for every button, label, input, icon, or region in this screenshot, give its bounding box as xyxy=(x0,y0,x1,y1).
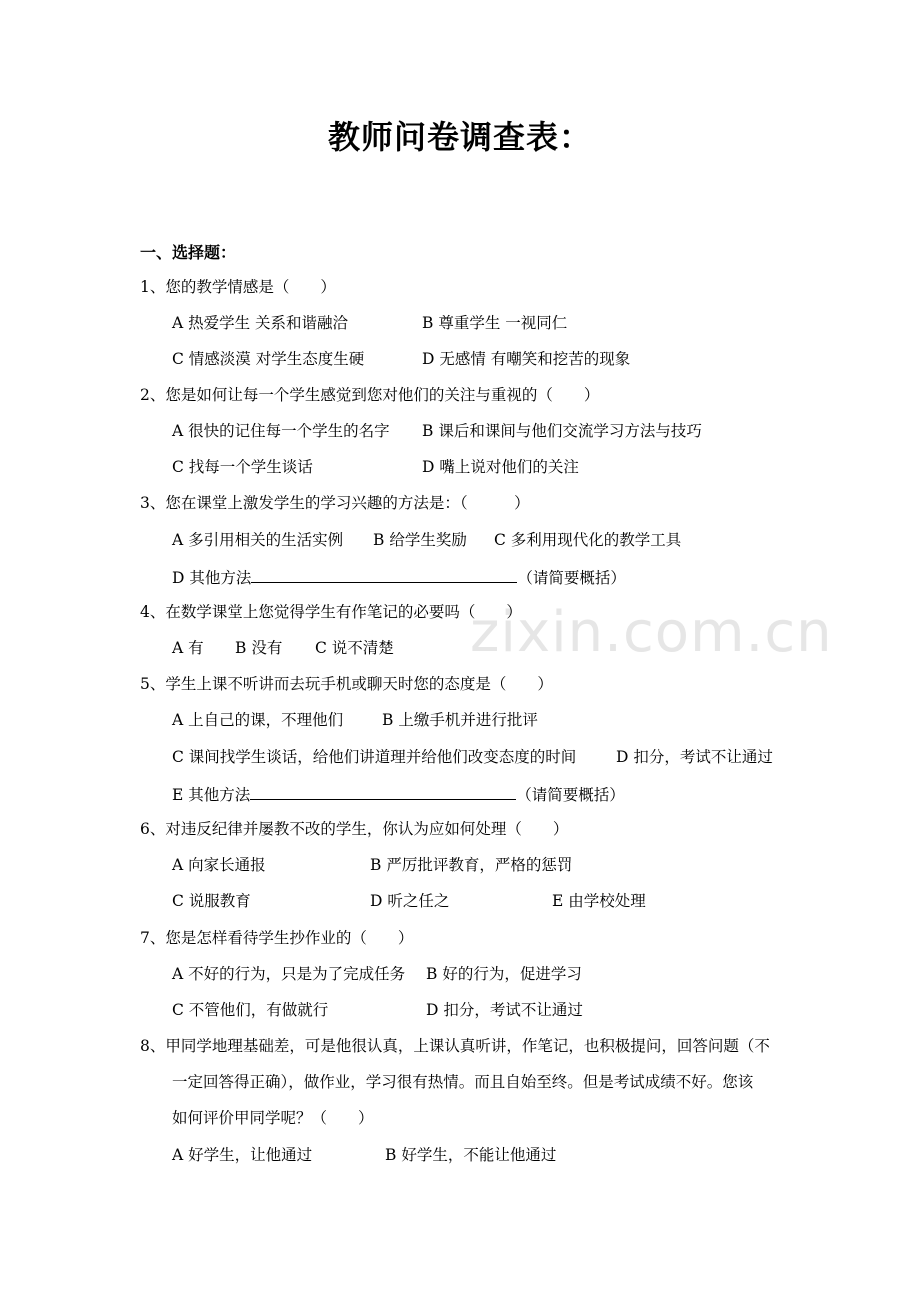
question-8-line-2: 一定回答得正确），做作业，学习很有热情。而且自始至终。但是考试成绩不好。您该 xyxy=(172,1073,754,1091)
watermark-text: zixin.com.cn xyxy=(470,600,833,665)
q5-option-e-hint: （请简要概括） xyxy=(516,786,625,804)
q3-option-c: C 多利用现代化的教学工具 xyxy=(494,531,682,549)
question-8-line-1: 8、甲同学地理基础差，可是他很认真，上课认真听讲，作笔记，也积极提问，回答问题（不 xyxy=(140,1037,770,1055)
q7-option-a: A 不好的行为，只是为了完成任务 xyxy=(172,965,406,983)
page-title: 教师问卷调查表： xyxy=(327,118,592,156)
q8-option-a: A 好学生，让他通过 xyxy=(172,1146,313,1164)
question-5: 5、学生上课不听讲而去玩手机或聊天时您的态度是（ ） xyxy=(140,675,553,693)
q7-option-c: C 不管他们，有做就行 xyxy=(172,1001,329,1019)
q3-option-b: B 给学生奖励 xyxy=(373,531,467,549)
q1-option-a: A 热爱学生 关系和谐融洽 xyxy=(172,314,349,332)
question-6: 6、对违反纪律并屡教不改的学生，你认为应如何处理（ ） xyxy=(140,820,569,838)
q1-option-b: B 尊重学生 一视同仁 xyxy=(422,314,568,332)
q6-option-c: C 说服教育 xyxy=(172,892,251,910)
q2-option-d: D 嘴上说对他们的关注 xyxy=(422,458,579,476)
q5-option-d: D 扣分，考试不让通过 xyxy=(616,748,773,766)
q5-answer-blank[interactable] xyxy=(250,783,516,800)
q8-option-b: B 好学生，不能让他通过 xyxy=(385,1146,557,1164)
q7-option-d: D 扣分，考试不让通过 xyxy=(426,1001,583,1019)
question-2: 2、您是如何让每一个学生感觉到您对他们的关注与重视的（ ） xyxy=(140,386,600,404)
q4-option-a: A 有 xyxy=(172,639,204,657)
q4-option-c: C 说不清楚 xyxy=(315,639,394,657)
q6-option-a: A 向家长通报 xyxy=(172,856,266,874)
q7-option-b: B 好的行为，促进学习 xyxy=(426,965,582,983)
q2-option-b: B 课后和课间与他们交流学习方法与技巧 xyxy=(422,422,702,440)
q5-option-b: B 上缴手机并进行批评 xyxy=(382,711,538,729)
section-heading: 一、选择题： xyxy=(140,243,237,262)
q5-option-c: C 课间找学生谈话，给他们讲道理并给他们改变态度的时间 xyxy=(172,748,577,766)
q2-option-a: A 很快的记住每一个学生的名字 xyxy=(172,422,390,440)
q3-answer-blank[interactable] xyxy=(251,566,517,583)
q3-option-d-label: D 其他方法 xyxy=(172,569,252,587)
q5-option-e xyxy=(172,783,625,805)
q1-option-d: D 无感情 有嘲笑和挖苦的现象 xyxy=(422,350,631,368)
q3-option-a: A 多引用相关的生活实例 xyxy=(172,531,344,549)
q5-option-a: A 上自己的课，不理他们 xyxy=(172,711,344,729)
question-4: 4、在数学课堂上您觉得学生有作笔记的必要吗（ ） xyxy=(140,603,522,621)
q1-option-c: C 情感淡漠 对学生态度生硬 xyxy=(172,350,365,368)
q4-option-b: B 没有 xyxy=(235,639,283,657)
q6-option-b: B 严厉批评教育，严格的惩罚 xyxy=(370,856,573,874)
q6-option-d: D 听之任之 xyxy=(370,892,450,910)
question-1: 1、您的教学情感是（ ） xyxy=(140,278,336,296)
question-8-line-3: 如何评价甲同学呢？（ ） xyxy=(172,1109,374,1127)
question-7: 7、您是怎样看待学生抄作业的（ ） xyxy=(140,929,414,947)
question-3: 3、您在课堂上激发学生的学习兴趣的方法是：（ ） xyxy=(140,494,530,512)
q6-option-e: E 由学校处理 xyxy=(552,892,646,910)
q2-option-c: C 找每一个学生谈话 xyxy=(172,458,313,476)
q3-option-d xyxy=(172,566,626,588)
q3-option-d-hint: （请简要概括） xyxy=(517,569,626,587)
q5-option-e-label: E 其他方法 xyxy=(172,786,251,804)
